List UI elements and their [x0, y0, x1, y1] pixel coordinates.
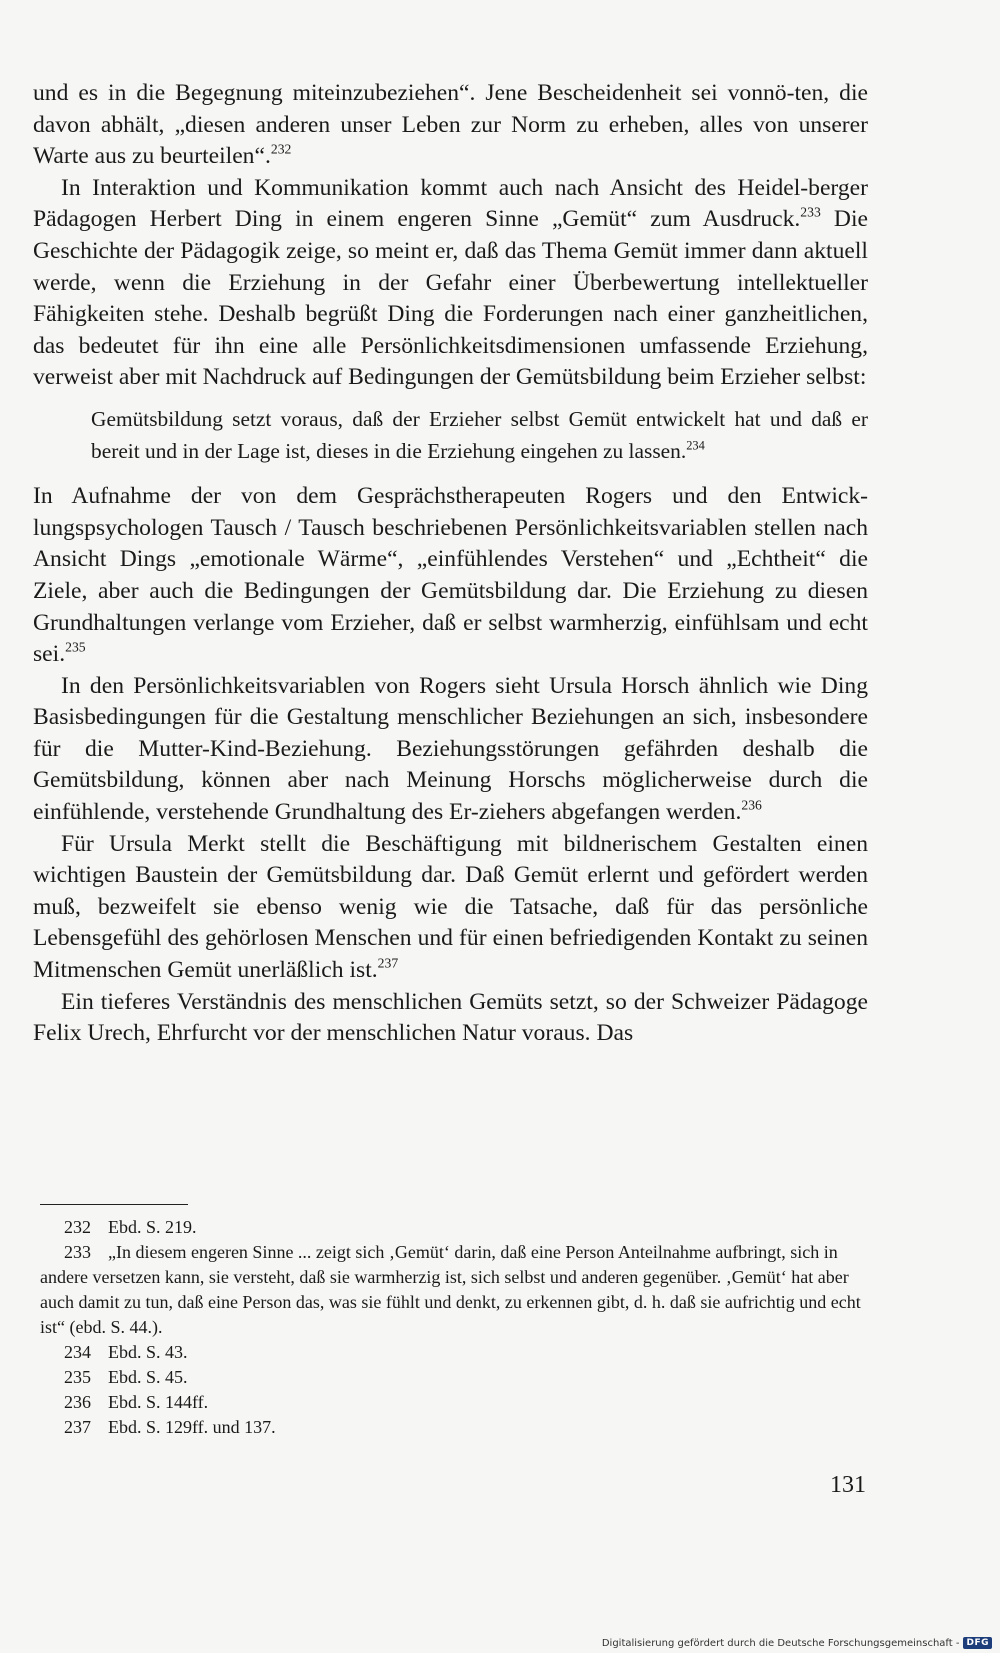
- paragraph-6: Ein tieferes Verständnis des menschlichen Gemüts setzt, so der Schweizer Pädagoge Felix Urech, Ehrfurcht vor der menschlichen Natur voraus. Das: [33, 988, 868, 1047]
- paragraph-2: In Interaktion und Kommunikation kommt auch nach Ansicht des Heidel-berger Pädagogen Herbert Ding in einem engeren Sinne „Gemüt“ zum Ausdruck.$^{233}$ Die Geschichte der Pädagogik zeige, so meint er, daß das Thema Gemüt immer dann aktuell werde, wenn die Erziehung in der Gefahr einer Überbewertung intellektueller Fähigkeiten stehe. Deshalb begrüßt Ding die Forderungen nach einer ganzheitlichen, das bedeutet für ihn eine alle Persönlichkeitsdimensionen umfassende Erziehung, verweist aber mit Nachdruck auf Bedingungen der Gemütsbildung beim Erzieher selbst:: [33, 174, 868, 391]
- footnote-ref-233[interactable]: 233: [800, 204, 821, 220]
- footnote-237: 237 Ebd. S. 129ff. und 137.: [64, 1417, 276, 1437]
- main-text: [33, 78, 868, 1050]
- paragraph-1: und es in die Begegnung miteinzubeziehen“. Jene Bescheidenheit sei vonnö-ten, die davon abhält, „diesen anderen unser Leben zur Norm zu erheben, alles von unserer Warte aus zu beurteilen“.$^{232}$: [33, 80, 868, 170]
- footnote-234: 234 Ebd. S. 43.: [64, 1342, 188, 1362]
- footnote-233: 233 „In diesem engeren Sinne ... zeigt sich ‚Gemüt‘ darin, daß eine Person Anteilnahme aufbringt, sich in andere versetzen kann, sie versteht, daß sie warmherzig ist, sich selbst und anderen gegenüber. ‚Gemüt‘ hat aber auch damit zu tun, daß eine Person das, was sie fühlt und denkt, zu erkennen gibt, d. h. daß sie aufrichtig und echt ist“ (ebd. S. 44.).: [40, 1242, 861, 1337]
- digitization-credit: [602, 1637, 992, 1649]
- credit-text: Digitalisierung gefördert durch die Deutsche Forschungsgemeinschaft -: [601, 1637, 960, 1649]
- dfg-logo-icon: DFG: [963, 1637, 992, 1649]
- paragraph-5: Für Ursula Merkt stellt die Beschäftigung mit bildnerischem Gestalten einen wichtigen Baustein der Gemütsbildung dar. Daß Gemüt erlernt und gefördert werden muß, bezweifelt sie ebenso wenig wie die Tatsache, daß für das persönliche Lebensgefühl des gehörlosen Menschen und für einen befriedigenden Kontakt zu seinen Mitmenschen Gemüt unerläßlich ist.$^{237}$: [33, 830, 868, 984]
- footnote-ref-236[interactable]: 236: [741, 797, 762, 813]
- block-quote: Gemütsbildung setzt voraus, daß der Erzieher selbst Gemüt entwickelt hat und daß er bereit und in der Lage ist, dieses in die Erziehung eingehen zu lassen.$^{234}$: [91, 406, 868, 463]
- footnote-236: 236 Ebd. S. 144ff.: [64, 1392, 209, 1412]
- footnote-ref-234[interactable]: 234: [686, 437, 705, 452]
- footnote-divider: [40, 1204, 188, 1205]
- footnote-ref-232[interactable]: 232: [270, 141, 292, 157]
- footnote-232: 232 Ebd. S. 219.: [64, 1217, 197, 1237]
- paragraph-4: In den Persönlichkeitsvariablen von Rogers sieht Ursula Horsch ähnlich wie Ding Basisbedingungen für die Gestaltung menschlicher Beziehungen an sich, insbesondere für die Mutter-Kind-Beziehung. Beziehungsstörungen gefährden deshalb die Gemütsbildung, können aber nach Meinung Horschs möglicherweise durch die einfühlende, verstehende Grundhaltung des Er-ziehers abgefangen werden.$^{236}$: [33, 672, 868, 826]
- footnote-235: 235 Ebd. S. 45.: [64, 1367, 188, 1387]
- footnotes: [40, 1215, 870, 1440]
- page-number: 131: [830, 1472, 866, 1498]
- paragraph-3: In Aufnahme der von dem Gesprächstherapeuten Rogers und den Entwick-lungspsychologen Tausch / Tausch beschriebenen Persönlichkeitsvariablen stellen nach Ansicht Dings „emotionale Wärme“, „einfühlendes Verstehen“ und „Echtheit“ die Ziele, aber auch die Bedingungen der Gemütsbildung dar. Die Erziehung zu diesen Grundhaltungen verlange vom Erzieher, daß er selbst warmherzig, einfühlsam und echt sei.$^{235}$: [33, 483, 868, 668]
- footnote-ref-235[interactable]: 235: [65, 639, 86, 655]
- footnote-ref-237[interactable]: 237: [377, 955, 399, 971]
